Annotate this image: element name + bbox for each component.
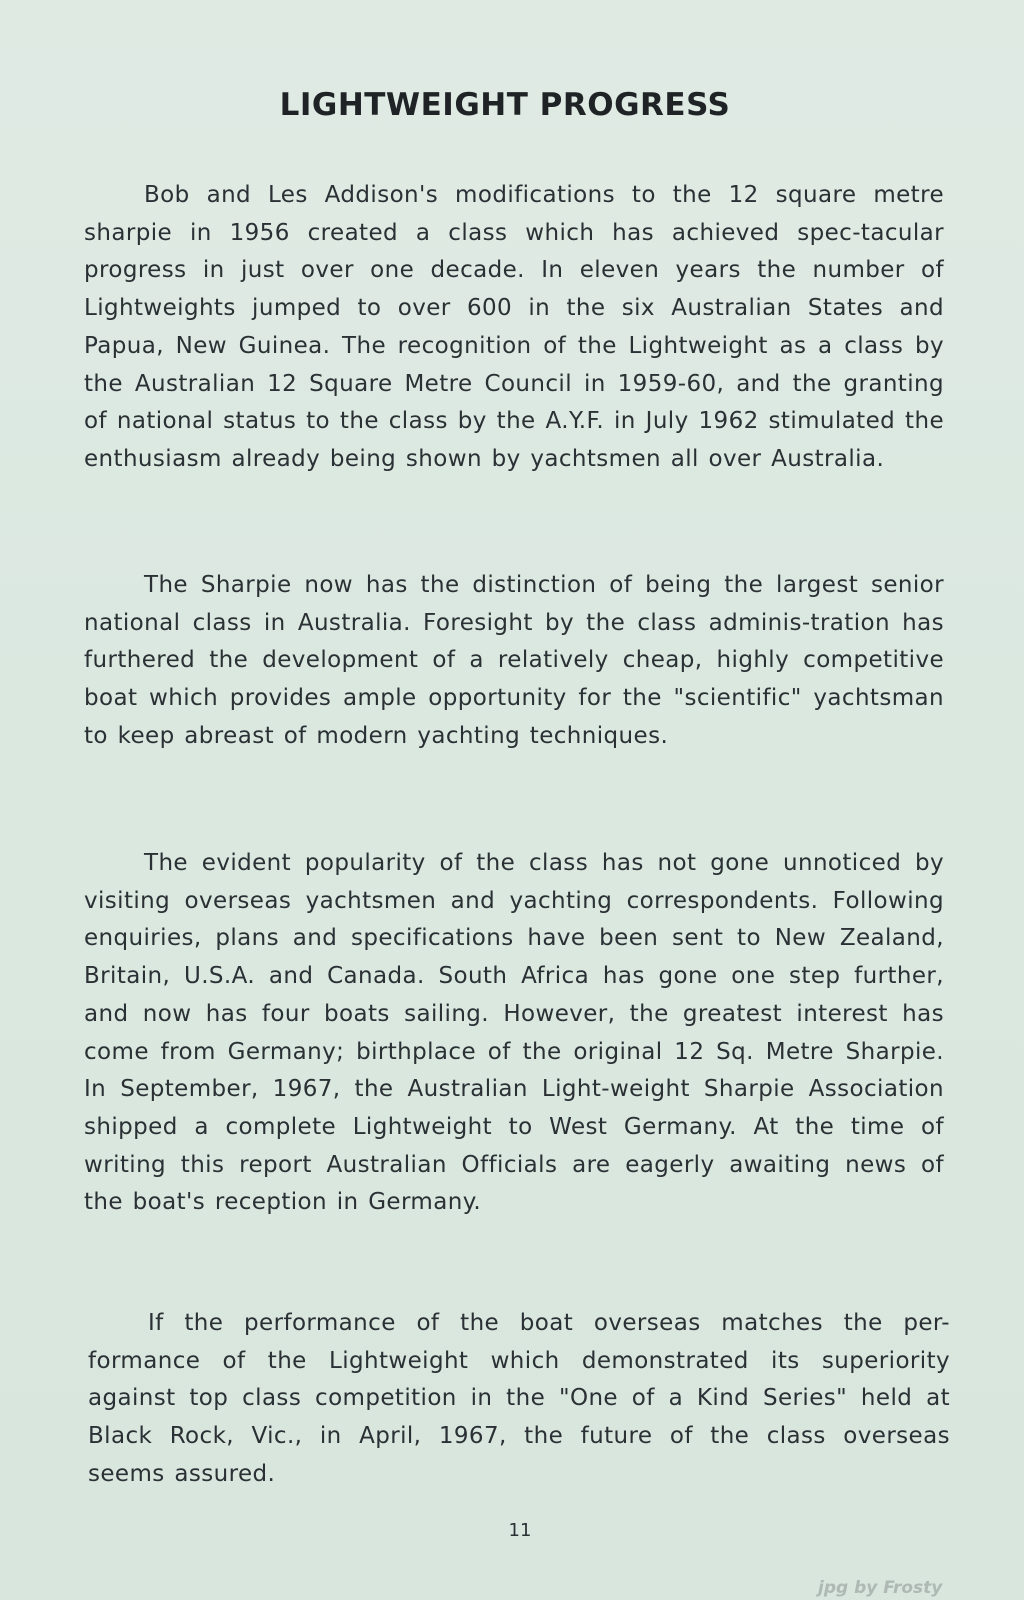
page-title: LIGHTWEIGHT PROGRESS	[279, 86, 731, 123]
paragraph-4: If the performance of the boat overseas matches the per-formance of the Lightweight which demonstrated its superiority against top class competition in the "One of a Kind Series" held at Black Rock, Vic., in April, 1967, the future of the class overseas seems assured.	[88, 1310, 950, 1487]
page-number: 11	[508, 1520, 532, 1541]
paragraph-3: The evident popularity of the class has not gone unnoticed by visiting overseas yachtsmen and yachting correspondents. Following enquiries, plans and specifications have been sent to New Zealand, Britain, U.S.A. and Canada. South Africa has gone one step further, and now has four boats sailing. However, the greatest interest has come from Germany; birthplace of the original 12 Sq. Metre Sharpie. In September, 1967, the Australian Light-weight Sharpie Association shipped a complete Lightweight to West Germany. At the time of writing this report Australian Officials are eagerly awaiting news of the boat's reception in Germany.	[84, 850, 944, 1216]
watermark: jpg by Frosty	[818, 1578, 943, 1598]
paragraph-1: Bob and Les Addison's modifications to the 12 square metre sharpie in 1956 created a class which has achieved spec-tacular progress in just over one decade. In eleven years the number of Lightweights jumped to over 600 in the six Australian States and Papua, New Guinea. The recognition of the Lightweight as a class by the Australian 12 Square Metre Council in 1959-60, and the granting of national status to the class by the A.Y.F. in July 1962 stimulated the enthusiasm already being shown by yachtsmen all over Australia.	[84, 182, 944, 472]
paragraph-2: The Sharpie now has the distinction of being the largest senior national class in Australia. Foresight by the class adminis-tration has furthered the development of a relatively cheap, highly competitive boat which provides ample opportunity for the "scientific" yachtsman to keep abreast of modern yachting techniques.	[84, 572, 944, 749]
